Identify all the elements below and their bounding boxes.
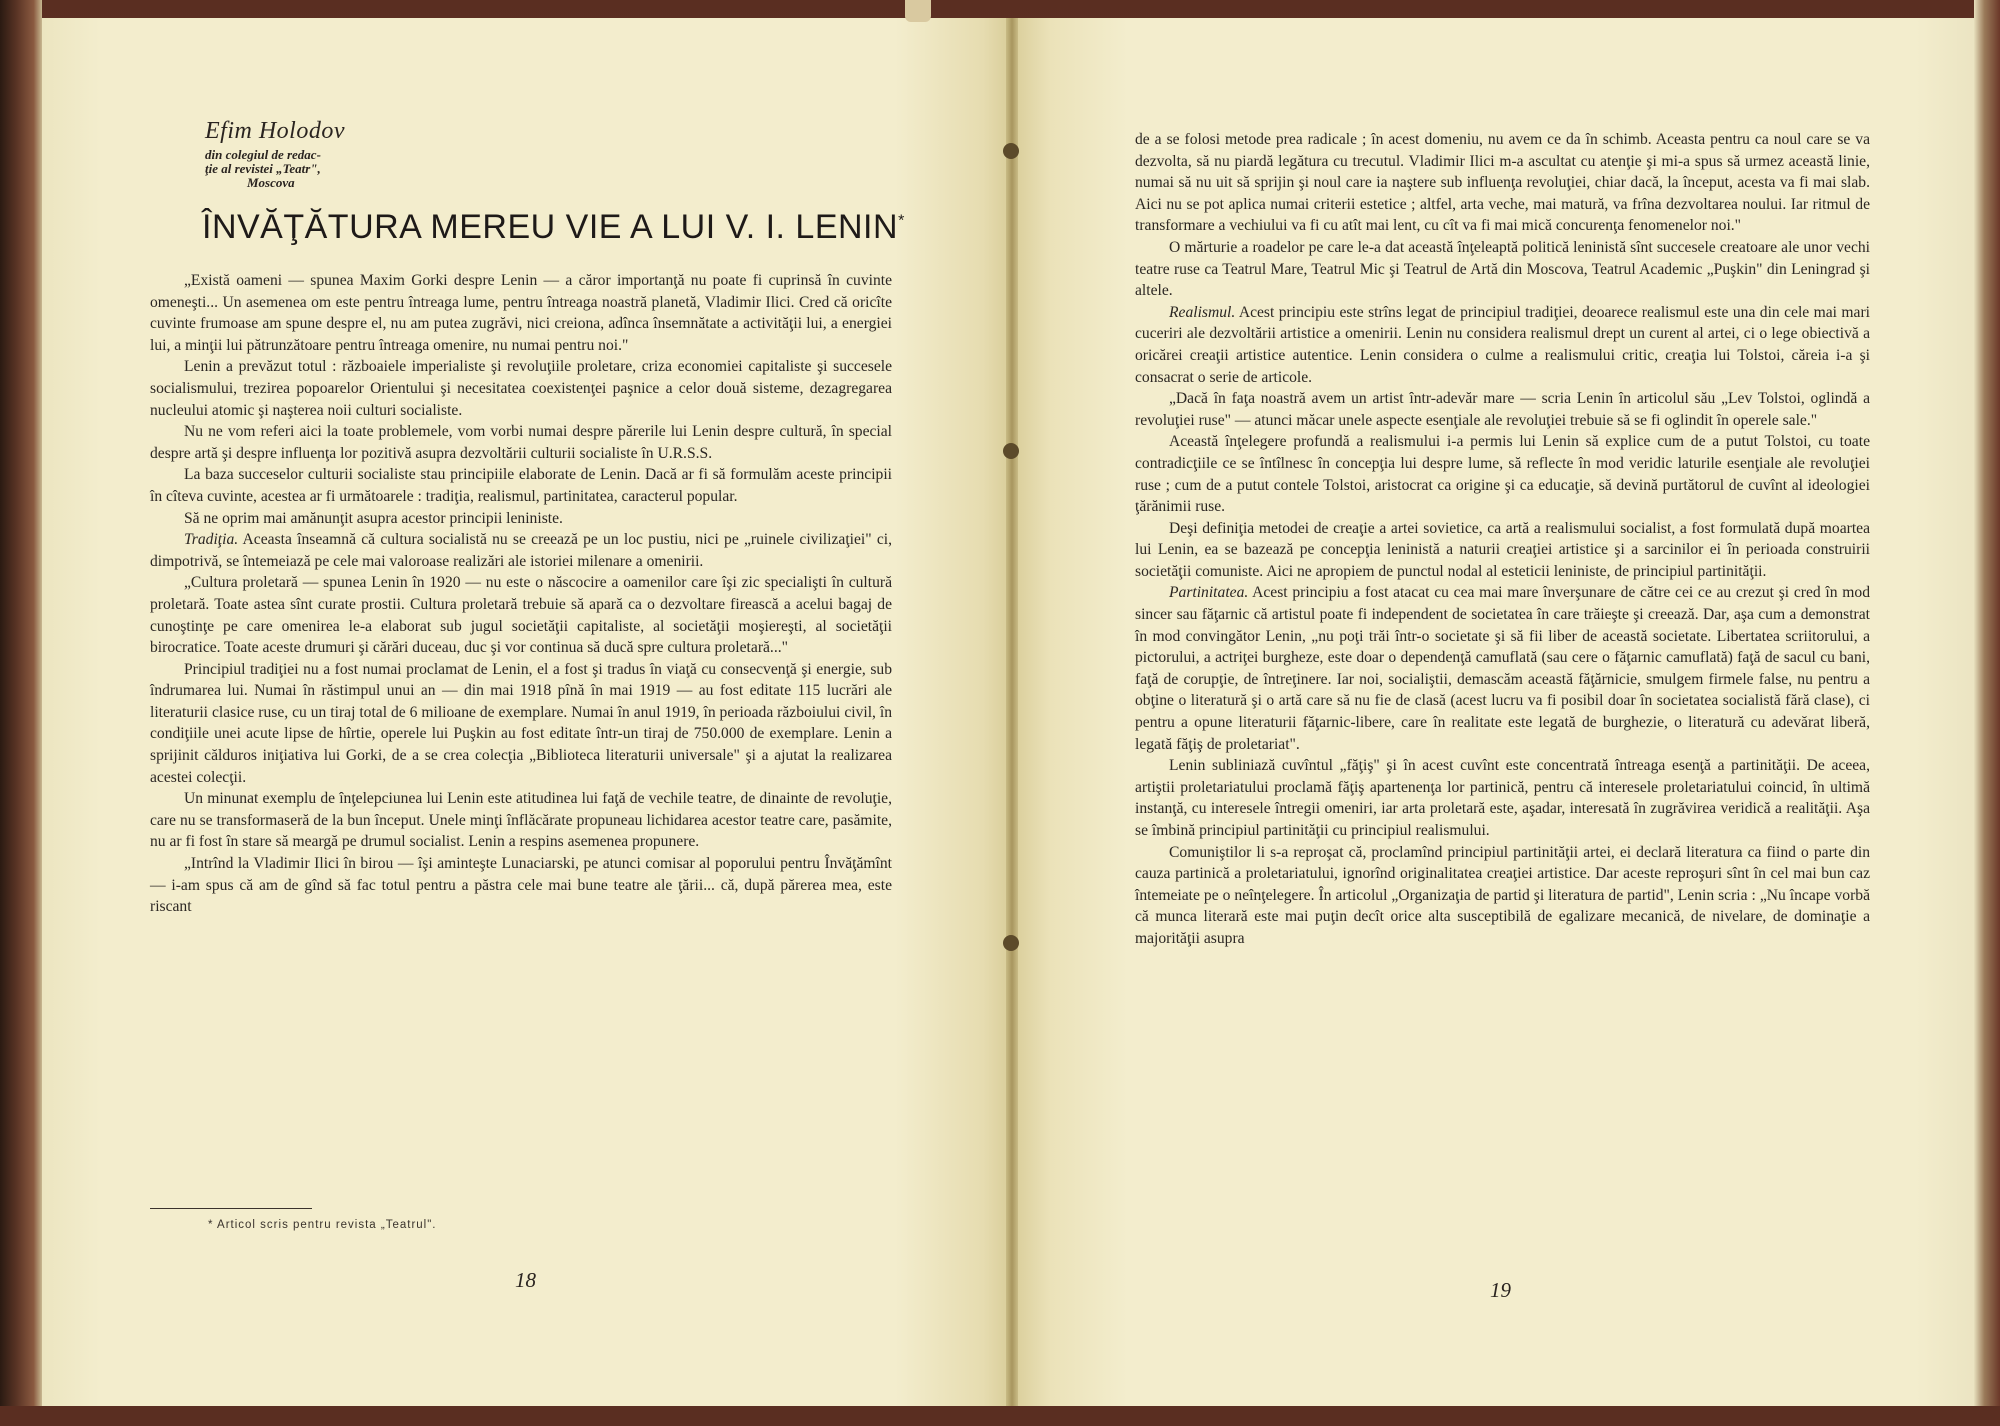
paragraph: Principiul tradiţiei nu a fost numai proclamat de Lenin, el a fost şi tradus în viaţă cu consecvenţă şi energie, sub îndrumarea lui. Numai în răstimpul unui an — din mai 1918 pînă în mai 1919 — au fost editate 115 lucrări ale literaturii clasice ruse, cu un tiraj total de 6 milioane de exemplare. Numai în anul 1919, în perioada războiului civil, în condiţiile unei acute lipse de hîrtie, operele lui Puşkin au fost editate într-un tiraj de 750.000 de exemplare. Lenin a sprijinit călduros iniţiativa lui Gorki, de a se crea colecţia „Biblioteca literaturii universale" şi a ajutat la realizarea acestei colecţii. xyxy=(150,660,892,786)
binding-stitch xyxy=(1003,935,1019,951)
paragraph: Tradiţia. Aceasta înseamnă că cultura socialistă nu se creează pe un loc pustiu, nici pe „ruinele civilizaţiei" ci, dimpotrivă, se întemeiază pe cele mai valoroase realizări ale istoriei milenare a omenirii. xyxy=(150,531,892,570)
author-affiliation: din colegiul de redac- ţie al revistei „Teatr", Moscova xyxy=(205,147,321,190)
paragraph: Comuniştilor li s-a reproşat că, proclamînd principiul partinităţii artei, ei declară literatura ca fiind o parte din cauza partinică a proletariatului, ignorînd originalitatea creaţiei artistice. Dar aceste reproşuri sînt în cel mai bun caz întemeiate pe o neînţelegere. În articolul „Organizaţia de partid şi literatura de partid", Lenin scria : „Nu încape vorbă că munca literară este mai puţin decît orice alta susceptibilă de egalizare mecanică, de nivelare, de dominaţie a majorităţii asupra xyxy=(1135,843,1870,947)
book-bottom-edge xyxy=(0,1406,2000,1426)
paragraph: Să ne oprim mai amănunţit asupra acestor principii leniniste. xyxy=(184,509,563,527)
paragraph: Un minunat exemplu de înţelepciunea lui Lenin este atitudinea lui faţă de vechile teatre, de dinainte de revoluţie, care nu se transformaseră de la bun început. Unele minţi înflăcărate propuneau lichidarea acestor teatre care, pasămite, nu ar fi fost în stare să meargă pe drumul socialist. Lenin a respins asemenea propunere. xyxy=(150,790,892,851)
paragraph: „Intrînd la Vladimir Ilici în birou — îşi aminteşte Lunaciarski, pe atunci comisar al poporului pentru Învăţămînt — i-am spus că am de gînd să fac totul pentru a păstra cele mai bune teatre ale ţării... că, după părerea mea, este riscant xyxy=(150,855,892,916)
paragraph: Lenin subliniază cuvîntul „făţiş" şi în acest cuvînt este concentrată întreaga esenţă a partinităţii. De aceea, artiştii proletariatului proclamă făţiş apartenenţa lor partinică, pentru că interesele proletariatului coincid, în ultimă instanţă, cu interesele întregii omeniri, iar arta proletară este, aşadar, interesată în zugrăvirea veridică a realităţii. Aşa se îmbină principiul partinităţii cu principiul realismului. xyxy=(1135,757,1870,839)
paragraph: de a se folosi metode prea radicale ; în acest domeniu, nu avem ce da în schimb. Aceasta pentru ca noul care se va dezvolta, să nu piardă legătura cu trecutul. Vladimir Ilici m-a ascultat cu atenţie şi mi-a spus să urmez această linie, numai să nu uit să sprijin şi noul care ia naştere sub influenţa revoluţiei, chiar dacă, la început, acesta va fi mai slab. Aici nu se pot aplica numai criterii estetice ; altfel, arta veche, mai matură, va frîna dezvoltarea noului. Iar ritmul de transformare a vechiului va fi cu atît mai lent, cu cît va fi mai mică concurenţa fenomenelor noi." xyxy=(1135,131,1870,235)
section-lead: Tradiţia. xyxy=(184,531,239,549)
article-title: ÎNVĂŢĂTURA MEREU VIE A LUI V. I. LENIN* xyxy=(202,208,905,246)
paragraph: Realismul. Acest principiu este strîns legat de principiul tradiţiei, deoarece realismul este una din cele mai mari cuceriri ale dezvoltării artistice a omenirii. Lenin nu considera realismul drept un curent al artei, ci o lege obiectivă a oricărei creaţii artistice autentice. Lenin considera o culme a realismului critic, creaţia lui Tolstoi, căreia i-a şi consacrat o serie de articole. xyxy=(1135,303,1870,386)
book-right-edge xyxy=(1974,0,2000,1426)
paragraph: O mărturie a roadelor pe care le-a dat această înţeleaptă politică leninistă sînt succesele creatoare ale unor vechi teatre ruse ca Teatrul Mare, Teatrul Mic şi Teatrul de Artă din Moscova, Teatrul Academic „Puşkin" din Leningrad şi altele. xyxy=(1135,238,1870,300)
page-number-left: 18 xyxy=(515,1268,536,1292)
paragraph: „Dacă în faţa noastră avem un artist într-adevăr mare — scria Lenin în articolul său „Lev Tolstoi, oglindă a revoluţiei ruse" — atunci măcar unele aspecte esenţiale ale revoluţiei trebuie să se fi oglindit în operele sale." xyxy=(1135,390,1870,429)
book-gutter xyxy=(1006,18,1018,1406)
binding-stitch xyxy=(1003,443,1019,459)
paragraph: Lenin a prevăzut totul : războaiele imperialiste şi revoluţiile proletare, criza economiei capitaliste şi succesele socialismului, trezirea popoarelor Orientului şi necesitatea coexistenţei paşnice a celor două sisteme, dezagregarea nucleului atomic şi naşterea noii culturi socialiste. xyxy=(150,358,892,419)
book-spine-left-edge xyxy=(0,0,42,1426)
bookmark-ribbon xyxy=(905,0,931,22)
paragraph: Deşi definiţia metodei de creaţie a artei sovietice, ca artă a realismului socialist, a fost formulată după moartea lui Lenin, ea se bazează pe concepţia leninistă a naturii creaţiei artistice şi a sarcinilor ei în perioada construirii societăţii comuniste. Aici ne apropiem de punctul nodal al esteticii leniniste, de principiul partinităţii. xyxy=(1135,519,1870,580)
paragraph: Partinitatea. Acest principiu a fost atacat cu cea mai mare înverşunare de către cei ce au crezut şi cred în mod sincer sau făţarnic că artistul poate fi independent de societatea în care trăieşte şi creează. Dar, aşa cum a demonstrat în mod convingător Lenin, „nu poţi trăi într-o societate şi să fii liber de această societate. Libertatea scriitorului, a pictorului, a actriţei burgheze, este doar o dependenţă camuflată (sau cere o făţarnic camuflată) faţă de sacul cu bani, faţă de corupţie, de întreţinere. Iar noi, socialiştii, demascăm această făţărnicie, smulgem firmele false, nu pentru a obţine o literatură şi o artă care să nu fie de clasă (acest lucru va fi posibil doar în societatea socialistă fără clase), ci pentru a opune literaturii făţarnic-libere, care în realitate este legată de burghezie, o literatură cu adevărat liberă, legată făţiş de proletariat". xyxy=(1135,584,1870,753)
right-page-text xyxy=(1135,129,1870,950)
author-name: Efim Holodov xyxy=(205,118,345,144)
paragraph: Această înţelegere profundă a realismului i-a permis lui Lenin să explice cum de a putut Tolstoi, cu toate contradicţiile ce se întîlnesc în concepţia lui despre lume, să reflecte în mod veridic laturile esenţiale ale revoluţiei ruse ; cum de a putut contele Tolstoi, aristocrat ca origine şi ca educaţie, să devină purtătorul de cuvînt al ideologiei ţărănimii ruse. xyxy=(1135,433,1870,516)
paragraph: „Cultura proletară — spunea Lenin în 1920 — nu este o născocire a oamenilor care îşi zic specialişti în cultură proletară. Toate astea sînt curate prostii. Cultura proletară trebuie să apară ca o dezvoltare firească a acelui bagaj de cunoştinţe pe care omenirea le-a elaborat sub jugul societăţii capitaliste, al societăţii moşiereşti, al societăţii birocratice. Toate aceste drumuri şi cărări duceau, duc şi vor continua să ducă spre cultura proletară..." xyxy=(150,574,892,657)
title-footnote-mark: * xyxy=(898,212,905,230)
left-page-text xyxy=(150,270,892,918)
footnote-divider xyxy=(150,1208,312,1209)
paragraph: „Există oameni — spunea Maxim Gorki despre Lenin — a căror importanţă nu poate fi cuprinsă în cuvinte omeneşti... Un asemenea om este pentru întreaga lume, pentru întreaga noastră planetă, Vladimir Ilici. Cred că oricîte cuvinte frumoase am spune despre el, nu am putea zugrăvi, nici creiona, adînca însemnătate a activităţii lui, a energiei lui, a minţii lui pătrunzătoare pentru întreaga omenire, nu numai pentru noi." xyxy=(150,272,892,354)
paragraph: La baza succeselor culturii socialiste stau principiile elaborate de Lenin. Dacă ar fi să formulăm aceste principii în cîteva cuvinte, acestea ar fi următoarele : tradiţia, realismul, partinitatea, caracterul popular. xyxy=(150,466,892,505)
section-lead: Partinitatea. xyxy=(1169,584,1249,602)
section-lead: Realismul. xyxy=(1169,303,1236,321)
binding-stitch xyxy=(1003,143,1019,159)
paragraph: Nu ne vom referi aici la toate problemele, vom vorbi numai despre părerile lui Lenin despre cultură, în special despre artă şi despre influenţa lor pozitivă asupra dezvoltării culturii socialiste în U.R.S.S. xyxy=(150,423,892,462)
page-number-right: 19 xyxy=(1490,1278,1511,1302)
footnote: * Articol scris pentru revista „Teatrul". xyxy=(208,1219,437,1231)
